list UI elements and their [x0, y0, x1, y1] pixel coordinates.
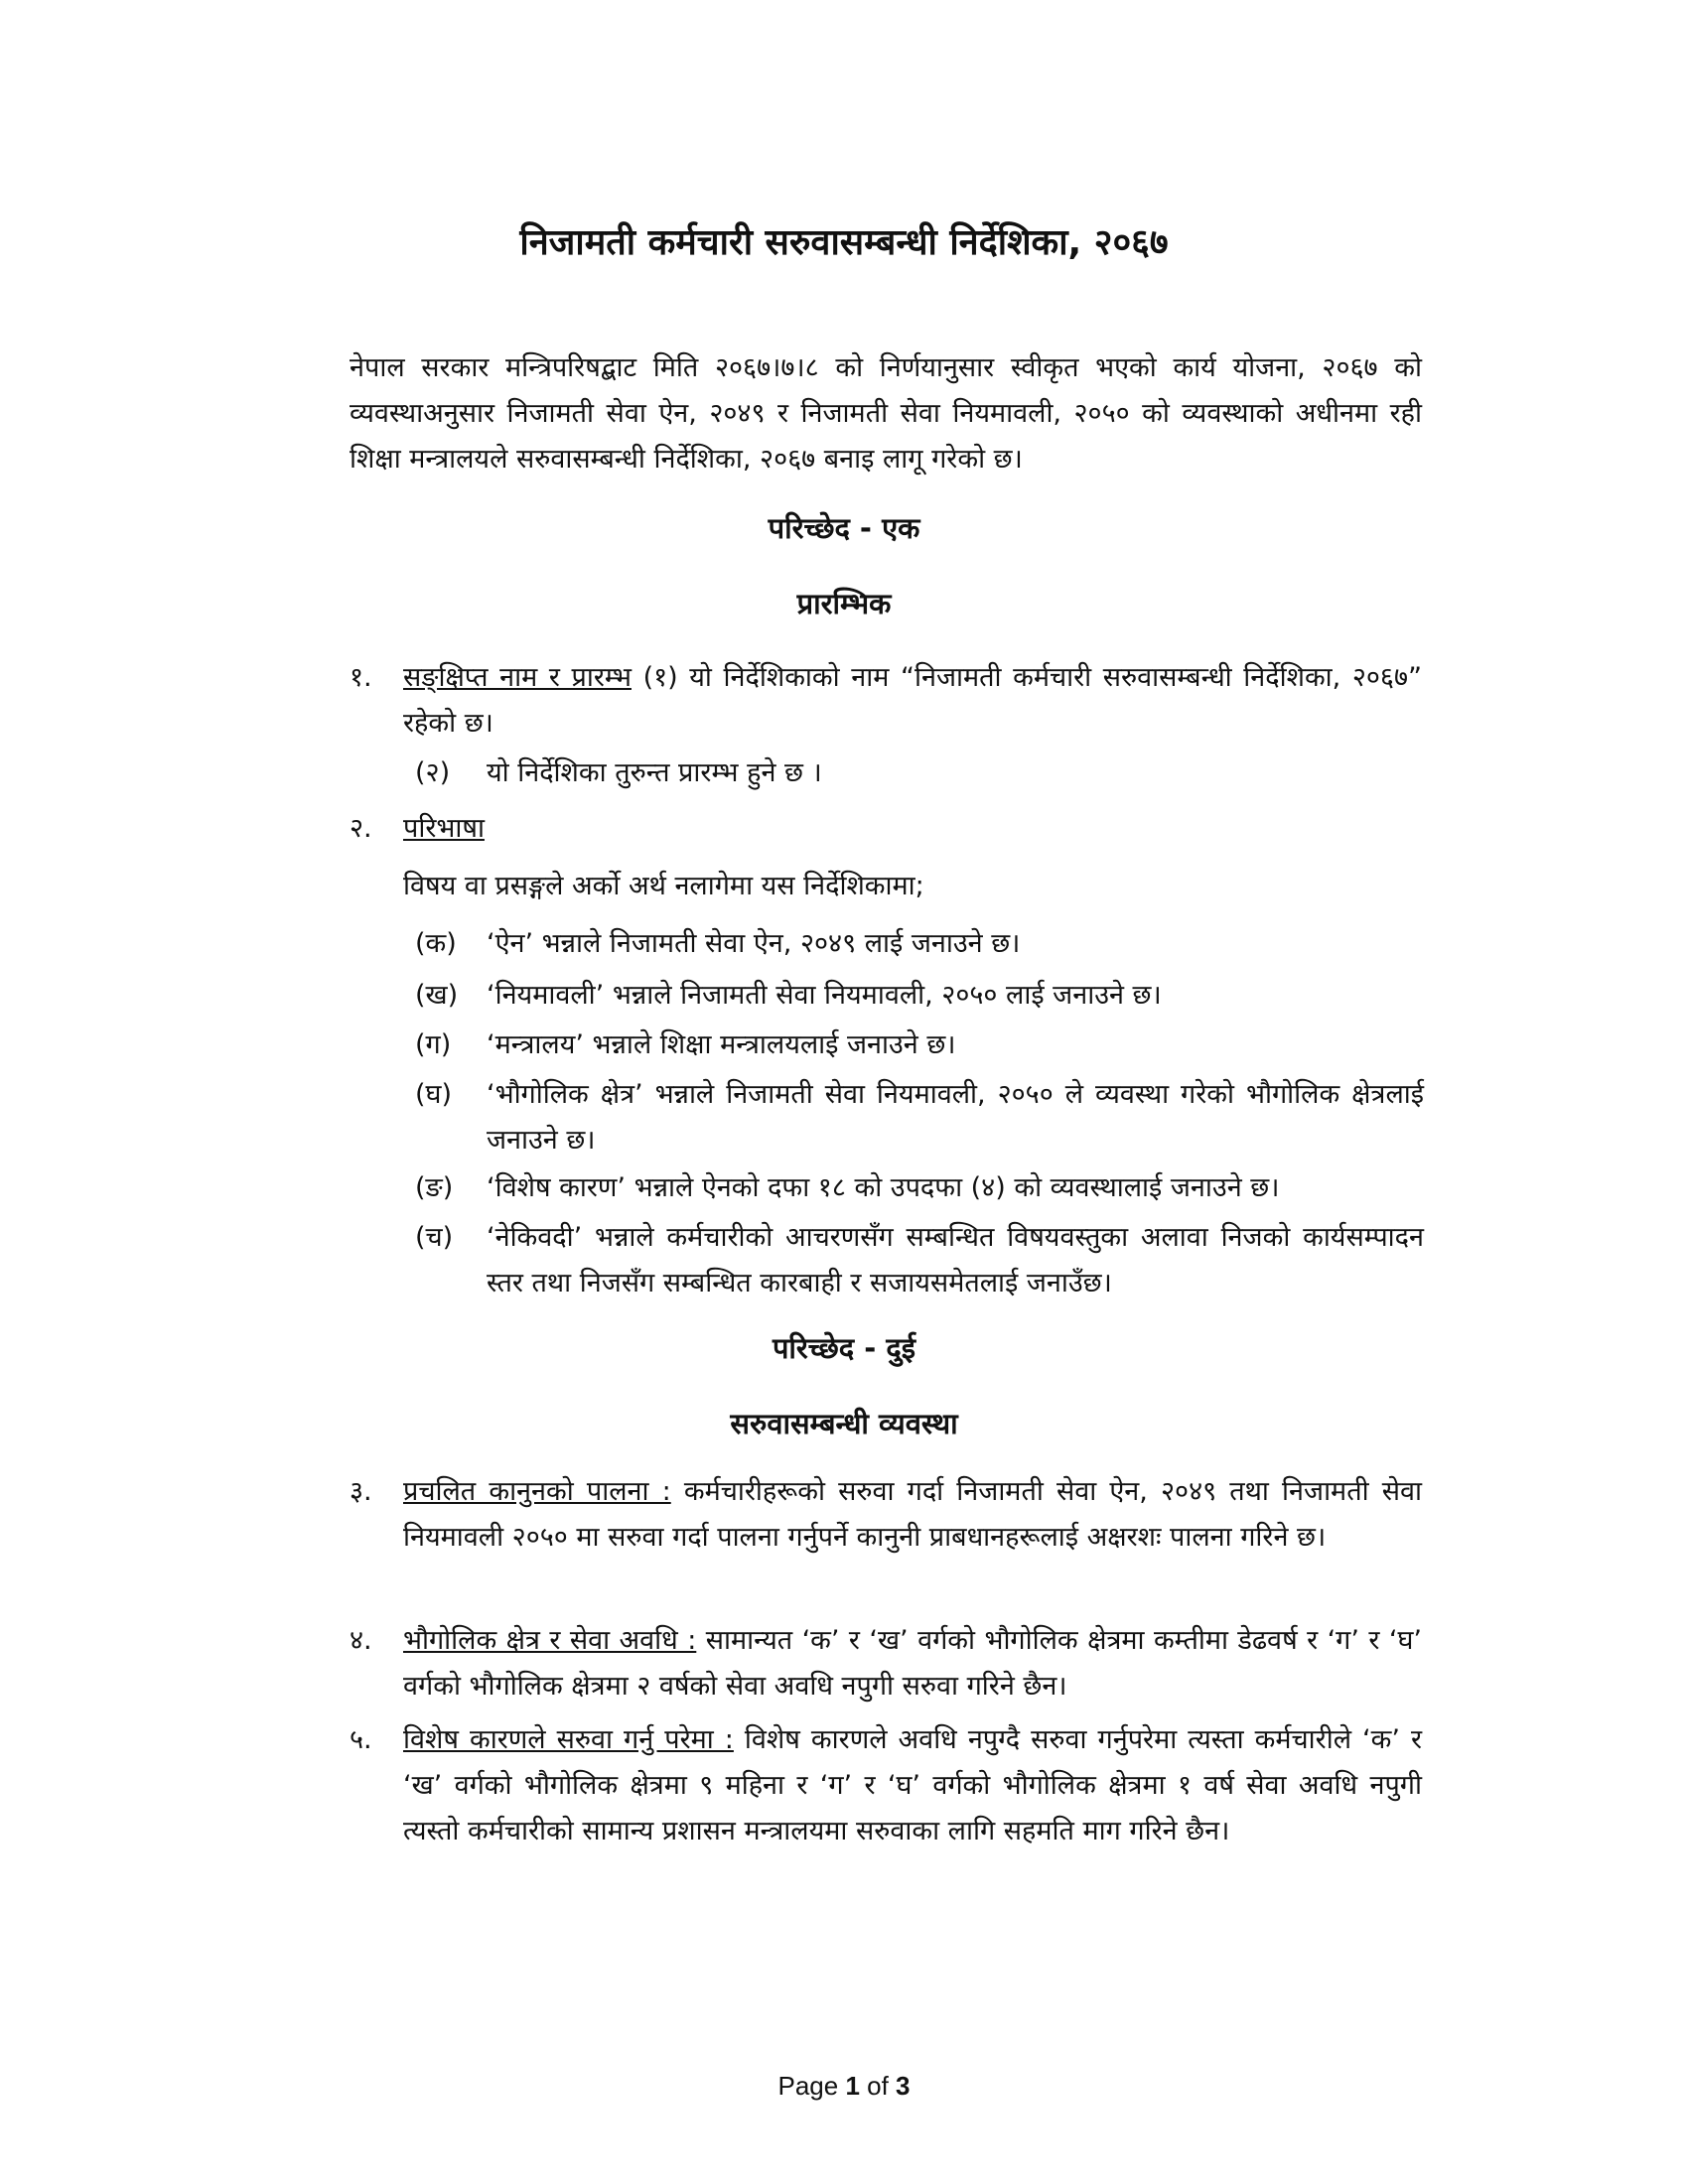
definition-item — [401, 921, 1424, 967]
section-3-heading: प्रचलित कानुनको पालना : — [403, 1476, 671, 1507]
section-4-number: ४. — [350, 1625, 372, 1656]
section-5-heading: विशेष कारणले सरुवा गर्नु परेमा : — [403, 1724, 734, 1755]
definition-number: (क) — [415, 928, 457, 959]
section-5-number: ५. — [350, 1724, 372, 1755]
section-5 — [350, 1717, 1422, 1854]
definition-item — [401, 1072, 1424, 1163]
section-1-sub-text: यो निर्देशिका तुरुन्त प्रारम्भ हुने छ । — [487, 757, 822, 788]
page-label: Page — [777, 2071, 846, 2101]
section-2-heading: परिभाषा — [403, 813, 485, 844]
total-page-number: 3 — [896, 2071, 911, 2101]
chapter-one-heading: परिच्छेद - एक — [768, 511, 920, 545]
page-footer — [0, 2071, 1688, 2102]
section-3-text: कर्मचारीहरूको सरुवा गर्दा निजामती सेवा ऐन, २०४९ तथा निजामती सेवा नियमावली २०५० मा सरुवा गर्दा पालना गर्नुपर्ने कानुनी प्राबधानहरूलाई अक्षरशः पालना गरिने छ। — [403, 1476, 1422, 1553]
definition-number: (ख) — [415, 980, 459, 1011]
section-4-heading: भौगोलिक क्षेत्र र सेवा अवधि : — [403, 1625, 697, 1656]
section-4-text: सामान्यत ‘क’ र ‘ख’ वर्गको भौगोलिक क्षेत्रमा कम्तीमा डेढवर्ष र ‘ग’ र ‘घ’ वर्गको भौगोलिक क्षेत्रमा २ वर्षको सेवा अवधि नपुगी सरुवा गरिने छैन। — [403, 1625, 1422, 1702]
definition-item — [401, 1023, 1424, 1068]
definition-item — [401, 1165, 1424, 1211]
section-1-body — [403, 655, 1422, 747]
section-1-sub-number: (२) — [415, 757, 451, 788]
section-2-lead-text: विषय वा प्रसङ्गले अर्को अर्थ नलागेमा यस निर्देशिकामा; — [403, 871, 924, 901]
definition-item — [401, 973, 1424, 1019]
section-4-body — [403, 1618, 1422, 1709]
definition-number: (ग) — [415, 1029, 452, 1060]
definition-text: ‘नियमावली’ भन्नाले निजामती सेवा नियमावली, २०५० लाई जनाउने छ। — [487, 980, 1162, 1011]
definition-text: ‘विशेष कारण’ भन्नाले ऐनको दफा १८ को उपदफा (४) को व्यवस्थालाई जनाउने छ। — [487, 1172, 1280, 1203]
section-1 — [350, 655, 1422, 747]
page-separator: of — [859, 2071, 897, 2101]
section-2-lead — [350, 864, 1422, 909]
current-page-number: 1 — [845, 2071, 860, 2101]
definition-number: (च) — [415, 1222, 454, 1253]
definition-text: ‘ऐन’ भन्नाले निजामती सेवा ऐन, २०४९ लाई जनाउने छ। — [487, 928, 1021, 959]
section-1-text: (१) यो निर्देशिकाको नाम “निजामती कर्मचारी सरुवासम्बन्धी निर्देशिका, २०६७” रहेको छ। — [403, 662, 1423, 739]
section-5-body — [403, 1717, 1422, 1854]
section-2-number: २. — [350, 813, 372, 844]
chapter-two-heading: परिच्छेद - दुई — [772, 1331, 916, 1365]
section-3-number: ३. — [350, 1476, 372, 1507]
section-2 — [350, 806, 1422, 852]
section-1-number: १. — [350, 662, 372, 693]
document-title: निजामती कर्मचारी सरुवासम्बन्धी निर्देशिका, २०६७ — [519, 222, 1169, 263]
section-1-sub-item — [401, 751, 1424, 796]
definition-text: ‘मन्त्रालय’ भन्नाले शिक्षा मन्त्रालयलाई जनाउने छ। — [487, 1029, 956, 1060]
chapter-two-subheading: सरुवासम्बन्धी व्यवस्था — [730, 1407, 958, 1440]
section-2-body — [403, 806, 1422, 852]
definition-number: (ङ) — [415, 1172, 454, 1203]
section-3 — [350, 1469, 1422, 1561]
definition-item — [401, 1215, 1424, 1306]
chapter-one-subheading: प्रारम्भिक — [796, 587, 892, 620]
section-5-text: विशेष कारणले अवधि नपुग्दै सरुवा गर्नुपरेमा त्यस्ता कर्मचारीले ‘क’ र ‘ख’ वर्गको भौगोलिक क्षेत्रमा ९ महिना र ‘ग’ र ‘घ’ वर्गको भौगोलिक क्षेत्रमा १ वर्ष सेवा अवधि नपुगी त्यस्तो कर्मचारीको सामान्य प्रशासन मन्त्रालयमा सरुवाका लागि सहमति माग गरिने छैन। — [403, 1724, 1422, 1846]
section-3-body — [403, 1469, 1422, 1561]
definition-text: ‘नेकिवदी’ भन्नाले कर्मचारीको आचरणसँग सम्बन्धित विषयवस्तुका अलावा निजको कार्यसम्पादन स्तर तथा निजसँग सम्बन्धित कारबाही र सजायसमेतलाई जनाउँछ। — [487, 1222, 1424, 1298]
definition-number: (घ) — [415, 1079, 453, 1110]
section-1-heading: सङ्क्षिप्त नाम र प्रारम्भ — [403, 662, 632, 693]
section-4 — [350, 1618, 1422, 1709]
intro-paragraph: नेपाल सरकार मन्त्रिपरिषद्बाट मिति २०६७।७।८ को निर्णयानुसार स्वीकृत भएको कार्य योजना, २०६७ को व्यवस्थाअनुसार निजामती सेवा ऐन, २०४९ र निजामती सेवा नियमावली, २०५० को व्यवस्थाको अधीनमा रही शिक्षा मन्त्रालयले सरुवासम्बन्धी निर्देशिका, २०६७ बनाइ लागू गरेको छ। — [350, 352, 1422, 475]
definition-text: ‘भौगोलिक क्षेत्र’ भन्नाले निजामती सेवा नियमावली, २०५० ले व्यवस्था गरेको भौगोलिक क्षेत्रलाई जनाउने छ। — [487, 1079, 1424, 1156]
